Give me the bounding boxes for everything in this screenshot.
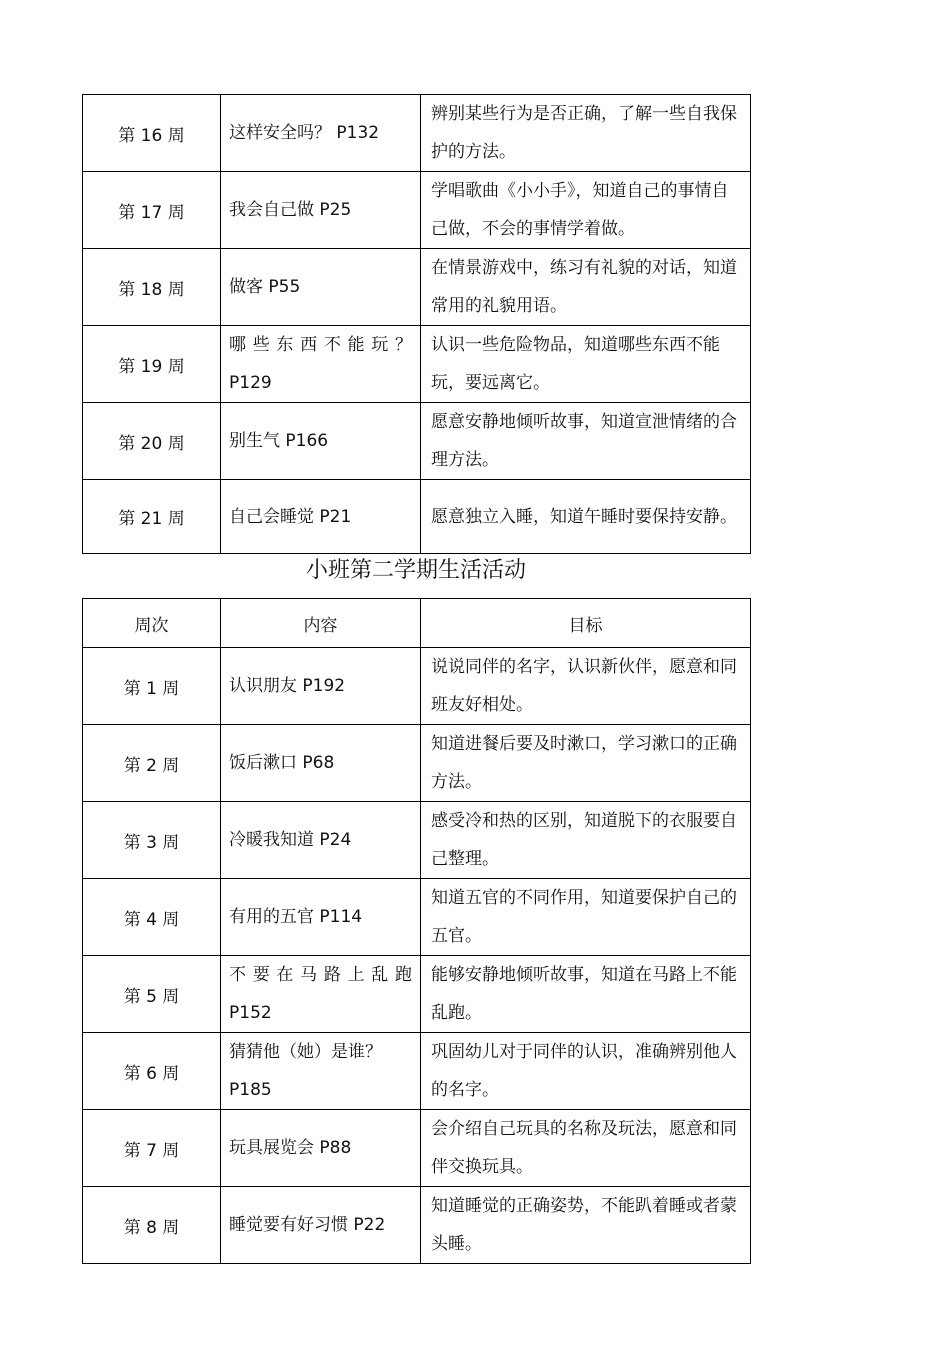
header-goal: 目标: [421, 599, 751, 648]
goal-cell: 说说同伴的名字，认识新伙伴，愿意和同班友好相处。: [421, 648, 751, 725]
goal-cell: 认识一些危险物品，知道哪些东西不能玩，要远离它。: [421, 326, 751, 403]
content-cell: [221, 956, 421, 1033]
content-line: 猜猜他（她）是谁？: [229, 1042, 382, 1062]
table-row: [83, 802, 751, 879]
content-cell: 做客 P55: [221, 249, 421, 326]
goal-cell: 知道五官的不同作用，知道要保护自己的五官。: [421, 879, 751, 956]
week-cell: 第 16 周: [83, 95, 221, 172]
goal-cell: 辨别某些行为是否正确，了解一些自我保护的方法。: [421, 95, 751, 172]
goal-cell: 在情景游戏中，练习有礼貌的对话，知道常用的礼貌用语。: [421, 249, 751, 326]
table-row: [83, 326, 751, 403]
week-cell: 第 20 周: [83, 403, 221, 480]
table-row: [83, 648, 751, 725]
week-cell: 第 4 周: [83, 879, 221, 956]
table-row: [83, 725, 751, 802]
goal-cell: 学唱歌曲《小小手》，知道自己的事情自己做，不会的事情学着做。: [421, 172, 751, 249]
content-cell: 别生气 P166: [221, 403, 421, 480]
content-line: P152: [229, 1003, 272, 1023]
content-line: 不要在马路上乱跑: [229, 965, 412, 985]
content-cell: 这样安全吗？ P132: [221, 95, 421, 172]
content-cell: 玩具展览会 P88: [221, 1110, 421, 1187]
goal-cell: 感受冷和热的区别，知道脱下的衣服要自己整理。: [421, 802, 751, 879]
table-row: [83, 95, 751, 172]
week-cell: 第 2 周: [83, 725, 221, 802]
goal-cell: 知道睡觉的正确姿势，不能趴着睡或者蒙头睡。: [421, 1187, 751, 1264]
content-cell: 认识朋友 P192: [221, 648, 421, 725]
header-content: 内容: [221, 599, 421, 648]
table-row: [83, 172, 751, 249]
content-cell: 冷暖我知道 P24: [221, 802, 421, 879]
content-cell: 饭后漱口 P68: [221, 725, 421, 802]
week-cell: 第 6 周: [83, 1033, 221, 1110]
section-title: 小班第二学期生活活动: [305, 558, 526, 583]
goal-cell: 会介绍自己玩具的名称及玩法，愿意和同伴交换玩具。: [421, 1110, 751, 1187]
week-cell: 第 21 周: [83, 480, 221, 554]
content-cell: 有用的五官 P114: [221, 879, 421, 956]
goal-cell: 知道进餐后要及时漱口，学习漱口的正确方法。: [421, 725, 751, 802]
table-row: [83, 480, 751, 554]
content-cell: [221, 326, 421, 403]
header-week: 周次: [83, 599, 221, 648]
content-line: P129: [229, 373, 272, 393]
week-cell: 第 18 周: [83, 249, 221, 326]
table-row: [83, 249, 751, 326]
content-cell: 睡觉要有好习惯 P22: [221, 1187, 421, 1264]
content-cell: 我会自己做 P25: [221, 172, 421, 249]
goal-cell: 能够安静地倾听故事，知道在马路上不能乱跑。: [421, 956, 751, 1033]
content-line: P185: [229, 1080, 272, 1100]
table-header-row: [83, 599, 751, 648]
table-row: [83, 879, 751, 956]
week-cell: 第 3 周: [83, 802, 221, 879]
content-line: 哪些东西不能玩？: [229, 335, 412, 355]
week-cell: 第 1 周: [83, 648, 221, 725]
schedule-table-second: [82, 598, 751, 1264]
table-row: [83, 1110, 751, 1187]
goal-cell: 愿意独立入睡，知道午睡时要保持安静。: [421, 480, 751, 554]
week-cell: 第 19 周: [83, 326, 221, 403]
content-cell: [221, 1033, 421, 1110]
table-row: [83, 1187, 751, 1264]
week-cell: 第 7 周: [83, 1110, 221, 1187]
table-row: [83, 956, 751, 1033]
schedule-table-first: [82, 94, 751, 554]
goal-cell: 巩固幼儿对于同伴的认识，准确辨别他人的名字。: [421, 1033, 751, 1110]
content-cell: 自己会睡觉 P21: [221, 480, 421, 554]
week-cell: 第 17 周: [83, 172, 221, 249]
table-row: [83, 1033, 751, 1110]
table-row: [83, 403, 751, 480]
week-cell: 第 5 周: [83, 956, 221, 1033]
goal-cell: 愿意安静地倾听故事，知道宣泄情绪的合理方法。: [421, 403, 751, 480]
week-cell: 第 8 周: [83, 1187, 221, 1264]
